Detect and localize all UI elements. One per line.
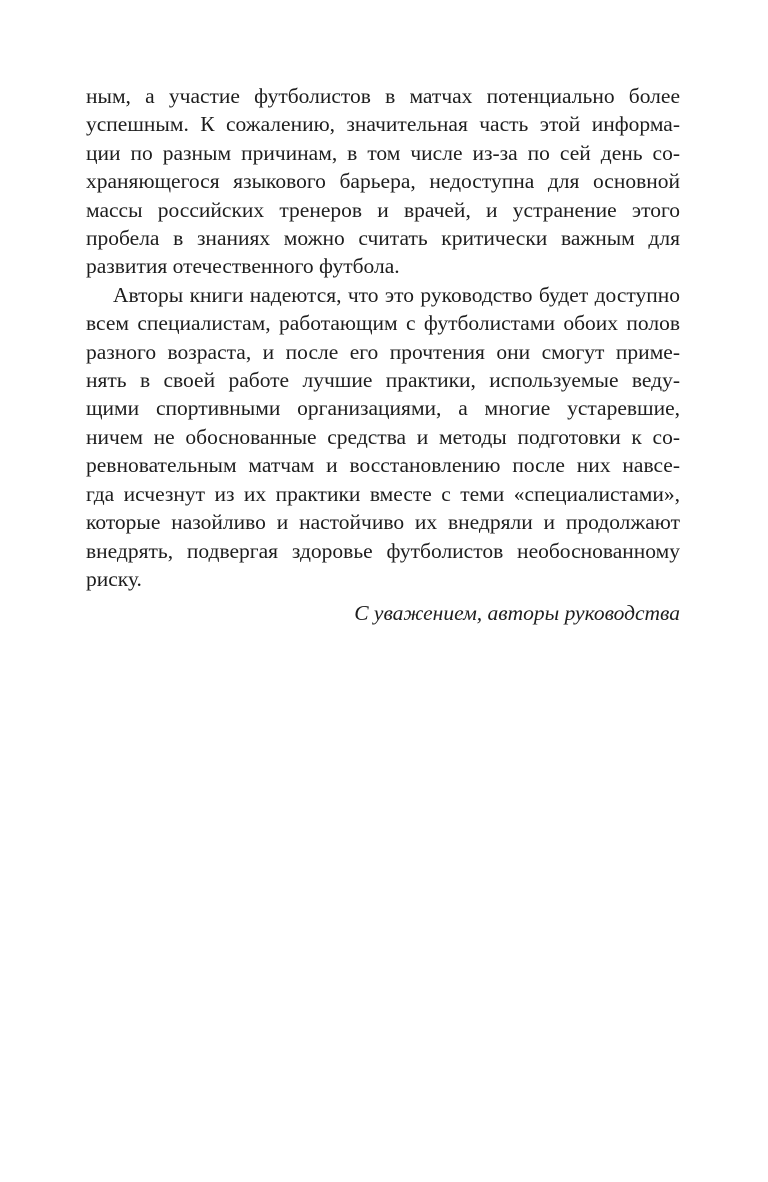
body-text [86,82,680,593]
paragraph-line: которые назойливо и настойчиво их внедряли и продолжают [86,510,680,535]
paragraph-line: всем специалистам, работающим с футболистами обоих полов [86,311,680,336]
paragraph-line: ции по разным причинам, в том числе из-за по сей день со- [86,140,680,165]
signature: С уважением, авторы руководства [354,601,680,625]
paragraph-line: ничем не обоснованные средства и методы подготовки к со- [86,424,680,449]
paragraph-line: ревновательным матчам и восстановлению после них навсе- [86,453,680,478]
paragraph-line: щими спортивными организациями, а многие устаревшие, [86,396,680,421]
paragraph-line: массы российских тренеров и врачей, и устранение этого [86,197,680,222]
paragraph-line: Авторы книги надеются, что это руководство будет доступно [113,282,680,307]
paragraph-line: храняющегося языкового барьера, недоступна для основной [86,169,680,194]
paragraph-line: внедрять, подвергая здоровье футболистов необоснованному [86,538,680,563]
paragraph-line: риску. [86,566,142,591]
paragraph-2 [86,281,680,593]
paragraph-line: развития отечественного футбола. [86,254,400,279]
paragraph-line: разного возраста, и после его прочтения они смогут приме- [86,339,680,364]
paragraph-line: ным, а участие футболистов в матчах потенциально более [86,84,680,108]
paragraph-line: нять в своей работе лучшие практики, используемые веду- [86,368,680,393]
paragraph-1 [86,82,680,281]
paragraph-line: пробела в знаниях можно считать критически важным для [86,226,680,251]
paragraph-line: успешным. К сожалению, значительная часть этой информа- [86,112,680,137]
paragraph-line: гда исчезнут из их практики вместе с теми «специалистами», [86,481,680,506]
